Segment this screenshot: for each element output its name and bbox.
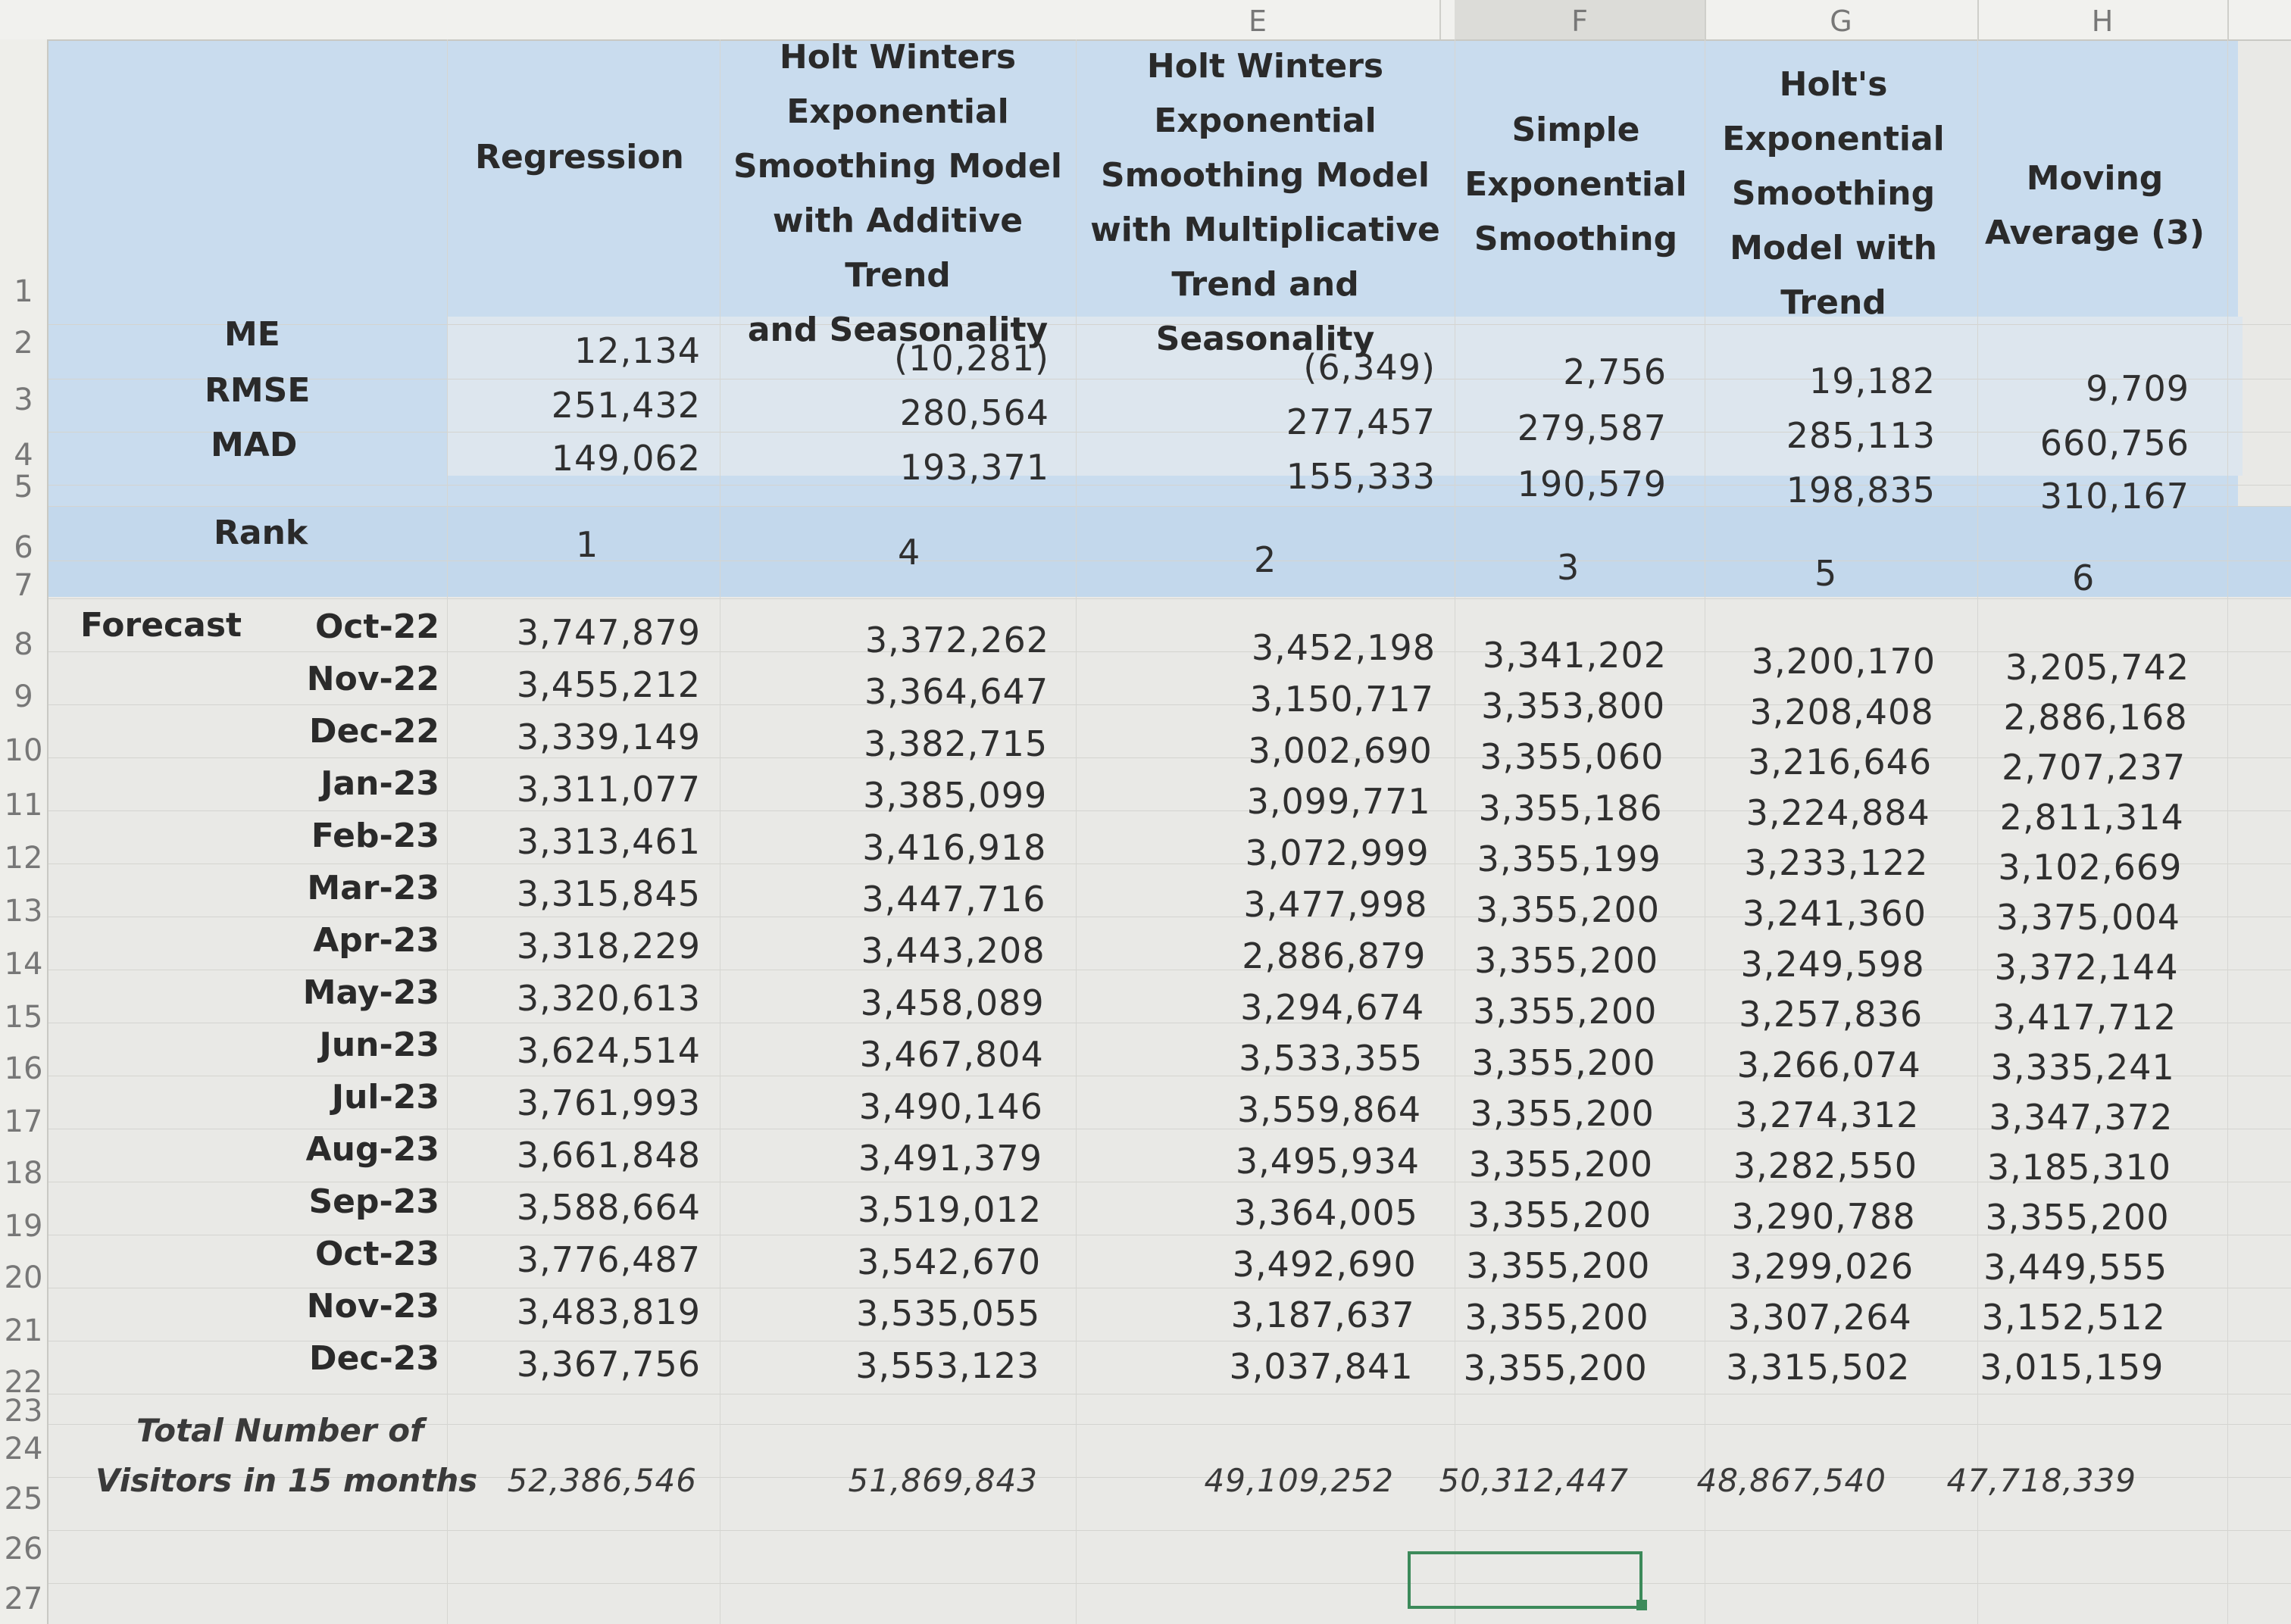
rank-cell[interactable]: 1 <box>576 524 599 565</box>
forecast-cell[interactable]: 3,355,200 <box>1467 1195 1652 1236</box>
row-header[interactable]: 24 <box>4 1432 43 1466</box>
forecast-cell[interactable]: 3,533,355 <box>1239 1038 1424 1079</box>
forecast-cell[interactable]: 3,313,461 <box>516 821 701 862</box>
header-simple-exponential-smoothing-line: Smoothing <box>1474 220 1678 258</box>
total-hw-additive[interactable]: 51,869,843 <box>848 1462 1038 1499</box>
forecast-cell[interactable]: 3,452,198 <box>1251 627 1436 668</box>
total-regression[interactable]: 52,386,546 <box>507 1462 697 1499</box>
forecast-cell[interactable]: 3,282,550 <box>1733 1145 1918 1186</box>
forecast-cell[interactable]: 3,559,864 <box>1236 1089 1422 1131</box>
row-header[interactable]: 20 <box>4 1260 43 1295</box>
row-header[interactable]: 9 <box>14 679 33 714</box>
forecast-cell[interactable]: 3,747,879 <box>516 612 701 653</box>
forecast-cell[interactable]: 3,205,742 <box>2005 647 2189 688</box>
header-holt-winters-additive-line: Smoothing Model <box>733 147 1062 186</box>
forecast-cell[interactable]: 3,249,598 <box>1740 943 1925 985</box>
forecast-cell[interactable]: 2,811,314 <box>1999 797 2184 838</box>
column-header-strip <box>0 0 2291 41</box>
forecast-cell[interactable]: 3,355,200 <box>1463 1347 1648 1388</box>
forecast-cell[interactable]: 3,385,099 <box>863 775 1048 817</box>
row-header[interactable]: 19 <box>4 1209 43 1244</box>
label-rmse: RMSE <box>205 371 311 410</box>
forecast-month: Nov-23 <box>306 1287 439 1326</box>
row-header[interactable]: 27 <box>4 1582 43 1616</box>
forecast-cell[interactable]: 3,416,918 <box>862 826 1047 868</box>
metric-cell[interactable]: 149,062 <box>551 438 701 479</box>
totals-label-line2: Visitors in 15 months <box>95 1462 478 1499</box>
rank-cell[interactable]: 2 <box>1254 539 1277 580</box>
forecast-month: Jan-23 <box>320 764 439 803</box>
row-header[interactable]: 17 <box>4 1104 43 1139</box>
forecast-month: Oct-23 <box>314 1235 439 1273</box>
metric-cell[interactable]: (6,349) <box>1303 347 1436 388</box>
forecast-cell[interactable]: 3,294,674 <box>1240 986 1425 1028</box>
row-header[interactable]: 3 <box>14 383 33 417</box>
row-header[interactable]: 11 <box>4 788 43 823</box>
row-header[interactable]: 6 <box>14 530 33 565</box>
forecast-cell[interactable]: 3,299,026 <box>1730 1246 1914 1288</box>
header-holt-winters-multiplicative <box>1076 39 1455 367</box>
forecast-month: Dec-23 <box>309 1339 439 1378</box>
header-holts-exponential-smoothing-line: Trend <box>1780 283 1886 322</box>
totals-label-line1: Total Number of <box>136 1412 424 1449</box>
header-simple-exponential-smoothing <box>1462 103 1689 267</box>
forecast-cell[interactable]: 3,335,241 <box>1990 1047 2175 1088</box>
column-header-G[interactable]: G <box>1705 0 1979 39</box>
metric-cell[interactable]: 279,587 <box>1517 408 1667 448</box>
forecast-cell[interactable]: 3,355,200 <box>1474 940 1659 982</box>
total-ses[interactable]: 50,312,447 <box>1439 1462 1629 1499</box>
header-moving-average-line: Moving <box>2026 159 2164 198</box>
metric-cell[interactable]: 19,182 <box>1809 361 1936 401</box>
row-header[interactable]: 26 <box>4 1532 43 1566</box>
metric-cell[interactable]: 190,579 <box>1517 464 1667 504</box>
rank-cell[interactable]: 3 <box>1557 547 1580 588</box>
forecast-month: Dec-22 <box>309 712 439 751</box>
row-header[interactable]: 13 <box>4 894 43 929</box>
forecast-cell[interactable]: 3,037,841 <box>1229 1346 1414 1388</box>
header-holt-winters-additive-line: and Seasonality <box>747 311 1049 349</box>
header-holts-exponential-smoothing-line: Holt's <box>1779 65 1888 104</box>
forecast-cell[interactable]: 3,318,229 <box>516 926 701 967</box>
forecast-cell[interactable]: 3,353,800 <box>1481 686 1666 727</box>
forecast-cell[interactable]: 3,372,262 <box>864 620 1049 661</box>
forecast-cell[interactable]: 3,364,005 <box>1233 1191 1418 1233</box>
row-header[interactable]: 21 <box>4 1313 43 1348</box>
column-header-F[interactable]: F <box>1455 0 1706 39</box>
forecast-cell[interactable]: 3,355,199 <box>1477 838 1661 879</box>
gridline <box>48 1530 2291 1531</box>
metric-cell[interactable]: 193,371 <box>899 447 1049 488</box>
metric-cell[interactable]: 277,457 <box>1286 401 1436 442</box>
header-holts-exponential-smoothing-line: Model with <box>1730 229 1937 267</box>
forecast-cell[interactable]: 3,150,717 <box>1249 678 1434 720</box>
forecast-cell[interactable]: 3,761,993 <box>516 1082 701 1123</box>
header-holt-winters-multiplicative-line: Holt Winters <box>1146 47 1384 86</box>
gridline <box>48 598 2291 599</box>
row-header[interactable]: 23 <box>4 1394 43 1429</box>
forecast-cell[interactable]: 3,002,690 <box>1248 729 1433 771</box>
forecast-cell[interactable]: 3,266,074 <box>1736 1044 1921 1085</box>
metric-cell[interactable]: 9,709 <box>2086 368 2189 409</box>
forecast-cell[interactable]: 3,355,200 <box>1473 991 1658 1032</box>
metric-cell[interactable]: 155,333 <box>1286 456 1436 497</box>
row-header[interactable]: 1 <box>14 274 33 309</box>
header-simple-exponential-smoothing-line: Simple <box>1511 111 1640 149</box>
forecast-cell[interactable]: 3,491,379 <box>858 1138 1042 1179</box>
forecast-cell[interactable]: 3,200,170 <box>1751 641 1936 682</box>
forecast-cell[interactable]: 3,015,159 <box>1980 1347 2164 1388</box>
header-holt-winters-multiplicative-line: Smoothing Model <box>1100 156 1430 195</box>
forecast-cell[interactable]: 3,355,200 <box>1471 1042 1656 1083</box>
forecast-cell[interactable]: 3,355,200 <box>1466 1245 1651 1287</box>
forecast-cell[interactable]: 3,187,637 <box>1230 1295 1415 1336</box>
forecast-cell[interactable]: 3,449,555 <box>1983 1247 2168 1288</box>
forecast-cell[interactable]: 3,072,999 <box>1245 832 1430 874</box>
rank-cell[interactable]: 6 <box>2072 557 2096 598</box>
gridline <box>48 506 2291 507</box>
header-holt-winters-additive <box>720 30 1076 358</box>
forecast-cell[interactable]: 3,315,845 <box>516 873 701 914</box>
forecast-cell[interactable]: 3,443,208 <box>861 930 1045 972</box>
forecast-cell[interactable]: 3,624,514 <box>516 1030 701 1071</box>
column-header-H[interactable]: H <box>1977 0 2229 39</box>
header-holt-winters-multiplicative-line: Exponential <box>1154 102 1377 140</box>
forecast-cell[interactable]: 3,315,502 <box>1726 1347 1911 1388</box>
label-mad: MAD <box>211 426 298 464</box>
forecast-cell[interactable]: 3,355,200 <box>1468 1144 1653 1185</box>
forecast-cell[interactable]: 3,367,756 <box>516 1344 701 1385</box>
metric-cell[interactable]: 251,432 <box>551 385 701 426</box>
header-holts-exponential-smoothing-line: Smoothing <box>1731 174 1936 213</box>
row-header[interactable]: 12 <box>4 841 43 876</box>
gridline <box>2227 39 2228 1624</box>
forecast-cell[interactable]: 3,458,089 <box>860 982 1045 1023</box>
total-moving-average[interactable]: 47,718,339 <box>1946 1462 2136 1499</box>
forecast-cell[interactable]: 2,886,168 <box>2003 697 2188 738</box>
gridline <box>48 810 2291 811</box>
row-header[interactable]: 4 <box>14 438 33 473</box>
header-holt-winters-additive-line: Exponential <box>786 92 1009 131</box>
forecast-cell[interactable]: 3,535,055 <box>856 1293 1041 1335</box>
forecast-cell[interactable]: 2,886,879 <box>1242 935 1427 976</box>
metric-cell[interactable]: 310,167 <box>2039 476 2189 517</box>
forecast-month: Oct-22 <box>314 607 439 646</box>
forecast-cell[interactable]: 3,307,264 <box>1727 1296 1912 1338</box>
forecast-month: Mar-23 <box>307 869 439 907</box>
row-header[interactable]: 22 <box>4 1365 43 1400</box>
forecast-cell[interactable]: 3,355,200 <box>1470 1092 1655 1134</box>
forecast-cell[interactable]: 3,519,012 <box>857 1189 1042 1231</box>
forecast-cell[interactable]: 3,455,212 <box>516 664 701 705</box>
forecast-cell[interactable]: 3,257,836 <box>1739 994 1924 1035</box>
row-header[interactable]: 25 <box>4 1482 43 1516</box>
fill-handle[interactable] <box>1636 1600 1647 1610</box>
forecast-cell[interactable]: 3,185,310 <box>1986 1147 2171 1188</box>
row-header[interactable]: 5 <box>14 470 33 504</box>
rank-band <box>48 506 2291 597</box>
forecast-cell[interactable]: 3,102,669 <box>1998 847 2183 888</box>
forecast-cell[interactable]: 2,707,237 <box>2002 747 2186 788</box>
header-moving-average-line: Average (3) <box>1985 214 2205 252</box>
forecast-month: May-23 <box>302 973 439 1012</box>
metric-cell[interactable]: 280,564 <box>899 392 1049 433</box>
forecast-cell[interactable]: 3,355,200 <box>1985 1197 2170 1238</box>
forecast-cell[interactable]: 3,355,060 <box>1480 736 1664 778</box>
column-header-E[interactable]: E <box>1076 0 1441 39</box>
forecast-cell[interactable]: 3,553,123 <box>855 1344 1040 1386</box>
total-hw-multiplicative[interactable]: 49,109,252 <box>1204 1462 1394 1499</box>
row-header[interactable]: 8 <box>14 627 33 662</box>
forecast-cell[interactable]: 3,208,408 <box>1749 691 1934 732</box>
forecast-cell[interactable]: 3,477,998 <box>1243 884 1428 925</box>
metric-cell[interactable]: 12,134 <box>574 330 701 371</box>
label-forecast: Forecast <box>80 606 242 645</box>
forecast-cell[interactable]: 3,355,200 <box>1464 1296 1649 1338</box>
header-holt-winters-multiplicative-line: with Multiplicative <box>1090 211 1440 249</box>
metric-cell[interactable]: 285,113 <box>1786 415 1936 456</box>
gridline <box>48 704 2291 705</box>
forecast-cell[interactable]: 3,661,848 <box>516 1135 701 1176</box>
row-header[interactable]: 2 <box>14 326 33 361</box>
forecast-cell[interactable]: 3,152,512 <box>1981 1297 2166 1338</box>
header-moving-average <box>1977 151 2212 261</box>
gridline <box>48 485 2291 486</box>
forecast-cell[interactable]: 3,099,771 <box>1246 781 1431 823</box>
metric-cell[interactable]: 2,756 <box>1563 351 1667 392</box>
forecast-cell[interactable]: 3,495,934 <box>1235 1141 1420 1182</box>
metric-cell[interactable]: (10,281) <box>894 338 1049 379</box>
forecast-cell[interactable]: 3,274,312 <box>1735 1095 1920 1136</box>
selected-cell[interactable] <box>1408 1551 1642 1609</box>
forecast-cell[interactable]: 3,320,613 <box>516 978 701 1019</box>
rank-cell[interactable]: 4 <box>898 532 921 573</box>
forecast-cell[interactable]: 3,492,690 <box>1232 1243 1417 1285</box>
forecast-month: Sep-23 <box>308 1182 439 1221</box>
metric-cell[interactable]: 198,835 <box>1786 470 1936 511</box>
forecast-cell[interactable]: 3,483,819 <box>516 1291 701 1332</box>
header-holt-winters-additive-line: with Additive Trend <box>772 201 1024 295</box>
rank-cell[interactable]: 5 <box>1814 553 1838 594</box>
header-holts-exponential-smoothing <box>1712 58 1955 330</box>
forecast-cell[interactable]: 3,382,715 <box>864 723 1049 764</box>
header-holts-exponential-smoothing-line: Exponential <box>1722 120 1945 158</box>
forecast-cell[interactable]: 3,542,670 <box>857 1241 1042 1282</box>
forecast-cell[interactable]: 3,364,647 <box>864 671 1049 713</box>
forecast-cell[interactable]: 3,776,487 <box>516 1239 701 1280</box>
forecast-cell[interactable]: 3,347,372 <box>1989 1097 2174 1138</box>
forecast-month: Apr-23 <box>313 921 439 960</box>
gridline <box>48 1583 2291 1584</box>
forecast-month: Jun-23 <box>319 1026 439 1064</box>
gridline <box>48 757 2291 758</box>
forecast-cell[interactable]: 3,417,712 <box>1993 997 2177 1038</box>
forecast-cell[interactable]: 3,372,144 <box>1994 947 2179 988</box>
forecast-cell[interactable]: 3,355,200 <box>1475 889 1660 930</box>
forecast-cell[interactable]: 3,355,186 <box>1478 787 1663 829</box>
forecast-cell[interactable]: 3,290,788 <box>1731 1195 1916 1237</box>
forecast-cell[interactable]: 3,233,122 <box>1744 842 1929 884</box>
forecast-cell[interactable]: 3,216,646 <box>1748 742 1933 783</box>
row-header[interactable]: 7 <box>14 568 33 603</box>
forecast-cell[interactable]: 3,588,664 <box>516 1187 701 1228</box>
forecast-cell[interactable]: 3,467,804 <box>859 1034 1044 1076</box>
forecast-month: Aug-23 <box>305 1130 439 1169</box>
forecast-cell[interactable]: 3,224,884 <box>1746 792 1930 833</box>
row-header[interactable]: 15 <box>4 1000 43 1035</box>
label-me: ME <box>224 315 280 354</box>
metric-cell[interactable]: 660,756 <box>2039 423 2189 464</box>
header-regression: Regression <box>475 138 684 176</box>
forecast-month: Nov-22 <box>306 660 439 698</box>
forecast-cell[interactable]: 3,341,202 <box>1482 635 1667 676</box>
row-header[interactable]: 14 <box>4 947 43 982</box>
row-header[interactable]: 18 <box>4 1156 43 1191</box>
total-holt[interactable]: 48,867,540 <box>1696 1462 1886 1499</box>
forecast-cell[interactable]: 3,447,716 <box>861 879 1046 920</box>
forecast-cell[interactable]: 3,490,146 <box>858 1085 1043 1127</box>
gridline <box>447 39 448 1624</box>
header-simple-exponential-smoothing-line: Exponential <box>1464 165 1687 204</box>
forecast-cell[interactable]: 3,375,004 <box>1996 897 2180 938</box>
forecast-cell[interactable]: 3,241,360 <box>1742 893 1927 934</box>
forecast-month: Feb-23 <box>311 817 439 855</box>
forecast-cell[interactable]: 3,311,077 <box>516 769 701 810</box>
header-holt-winters-multiplicative-line: Trend and Seasonality <box>1155 265 1375 358</box>
row-header[interactable]: 10 <box>4 733 43 768</box>
forecast-cell[interactable]: 3,339,149 <box>516 717 701 757</box>
label-rank: Rank <box>214 514 308 552</box>
forecast-month: Jul-23 <box>331 1078 439 1116</box>
gridline <box>48 651 2291 652</box>
gridline <box>48 432 2291 433</box>
header-holt-winters-additive-line: Holt Winters <box>779 38 1017 77</box>
row-header[interactable]: 16 <box>4 1051 43 1086</box>
